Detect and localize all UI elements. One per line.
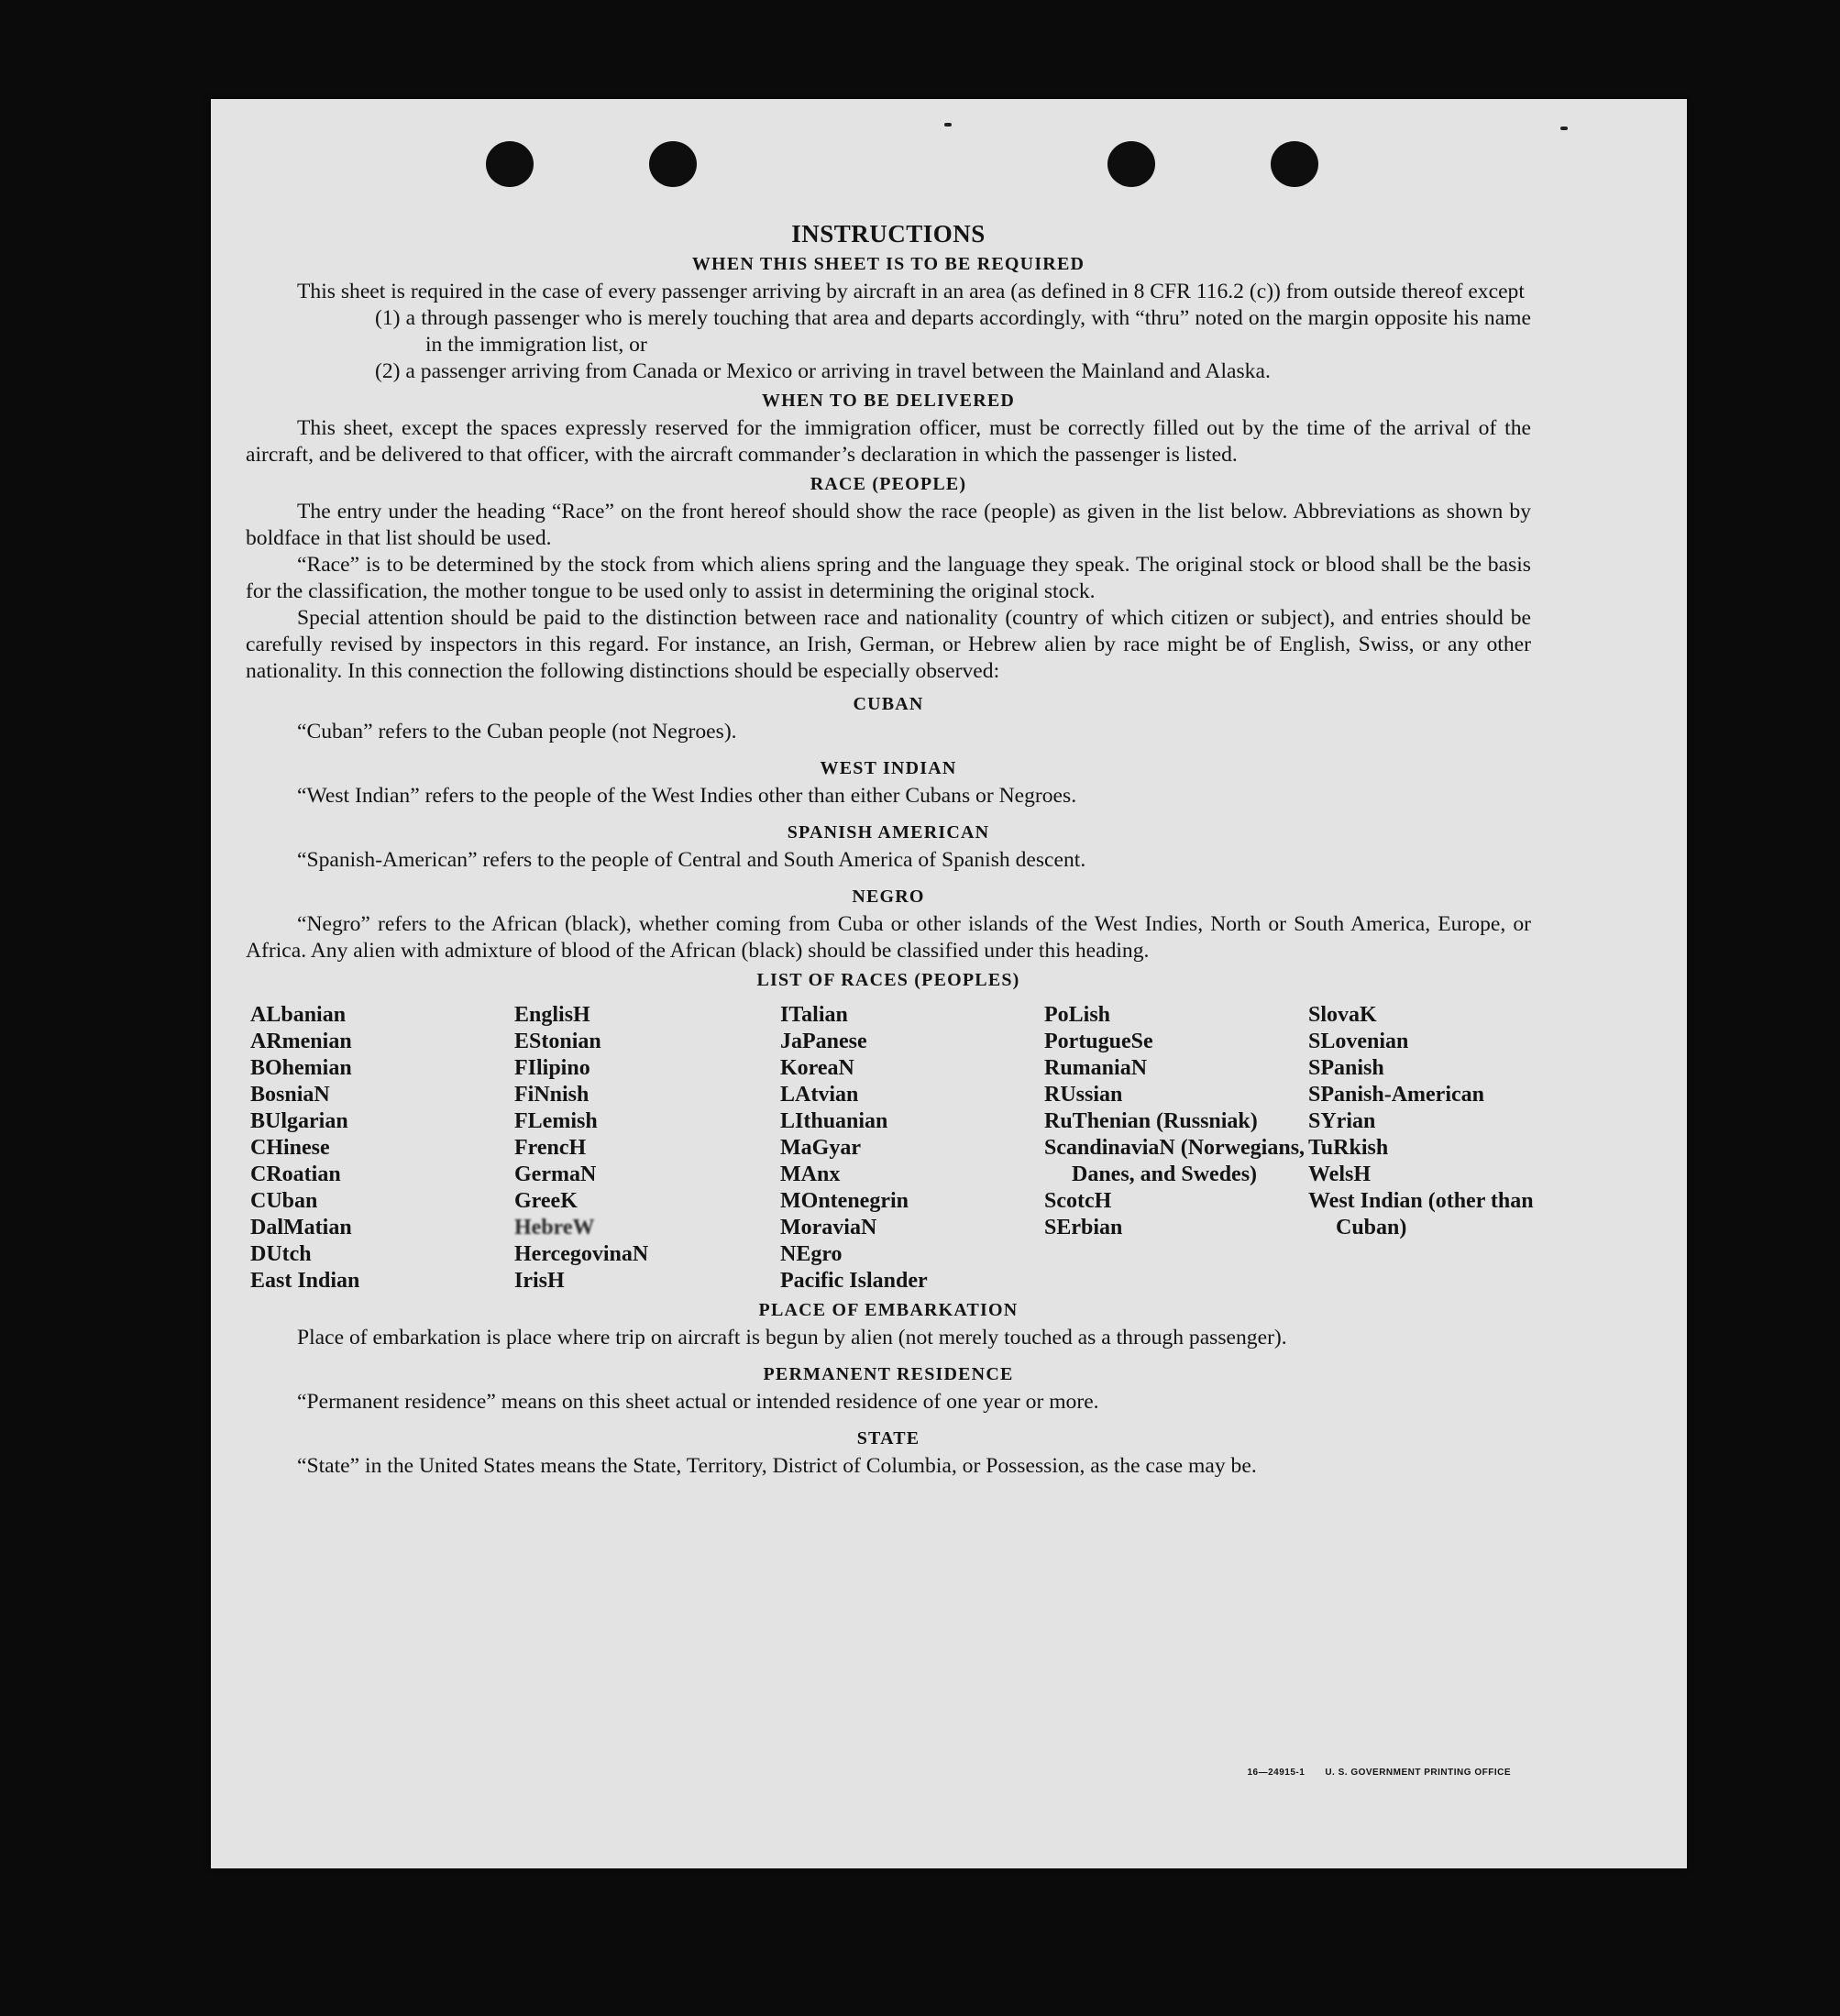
heading-residence: PERMANENT RESIDENCE	[763, 1364, 1014, 1384]
race-entry: ITalian	[780, 1003, 848, 1027]
heading-cuban: CUBAN	[853, 694, 924, 714]
race-entry: LIthuanian	[780, 1109, 888, 1133]
race-entry: EnglisH	[514, 1003, 590, 1027]
race-entry: BOhemian	[250, 1056, 352, 1080]
race-entry: JaPanese	[780, 1030, 867, 1053]
cuban-text: “Cuban” refers to the Cuban people (not Negroes).	[297, 720, 737, 744]
heading-negro: NEGRO	[852, 887, 925, 907]
race-entry: FrencH	[514, 1136, 587, 1160]
race-entry: IrisH	[514, 1269, 565, 1293]
spanish-american-text: “Spanish-American” refers to the people of Central and South America of Spanish descent.	[297, 848, 1086, 872]
race-entry: CRoatian	[250, 1162, 341, 1186]
race-entry: BosniaN	[250, 1083, 330, 1107]
race-entry: ScotcH	[1044, 1189, 1112, 1213]
race-entry: PoLish	[1044, 1003, 1111, 1027]
when-required-intro: This sheet is required in the case of every passenger arriving by aircraft in an area (as defined in 8 CFR 116.2 (c)) from outside thereof except	[297, 280, 1525, 303]
printer-imprint	[1247, 1768, 1511, 1778]
page-title: INSTRUCTIONS	[791, 220, 986, 248]
races-column-3	[780, 1002, 1044, 1294]
race-entry: CHinese	[250, 1136, 330, 1160]
punch-hole	[1271, 141, 1318, 187]
speck	[944, 123, 952, 127]
race-entry: NEgro	[780, 1242, 843, 1266]
race-entry: BUlgarian	[250, 1109, 348, 1133]
race-entry: DUtch	[250, 1242, 312, 1266]
speck	[1560, 127, 1568, 130]
race-entry: FiNnish	[514, 1083, 589, 1107]
races-column-2	[514, 1002, 780, 1294]
race-entry: SYrian	[1308, 1109, 1376, 1133]
races-column-4	[1044, 1002, 1308, 1294]
punch-hole	[1107, 141, 1155, 187]
embarkation-text: Place of embarkation is place where trip on aircraft is begun by alien (not merely touched as a through passenger).	[297, 1326, 1287, 1350]
heading-embarkation: PLACE OF EMBARKATION	[758, 1300, 1019, 1320]
race-entry: GermaN	[514, 1162, 597, 1186]
race-entry-smudged: HebreW	[514, 1216, 595, 1239]
document-page	[211, 99, 1687, 1868]
printer-name: U. S. GOVERNMENT PRINTING OFFICE	[1325, 1768, 1511, 1778]
race-entry: PortugueSe	[1044, 1030, 1153, 1053]
race-entry: SPanish	[1308, 1056, 1384, 1080]
instructions-body	[246, 220, 1534, 1480]
punch-hole	[649, 141, 697, 187]
race-entry: ARmenian	[250, 1030, 352, 1053]
heading-spanish-american: SPANISH AMERICAN	[787, 822, 990, 843]
race-entry: FLemish	[514, 1109, 598, 1133]
race-entry: CUban	[250, 1189, 318, 1213]
race-entry: MAnx	[780, 1162, 841, 1186]
race-entry: SErbian	[1044, 1216, 1123, 1239]
state-text: “State” in the United States means the State, Territory, District of Columbia, or Possession, as the case may be.	[297, 1454, 1257, 1478]
race-entry: DalMatian	[250, 1216, 352, 1239]
race-entry: East Indian	[250, 1269, 360, 1293]
race-entry: RUssian	[1044, 1083, 1123, 1107]
race-entry: EStonian	[514, 1030, 601, 1053]
race-entry: Pacific Islander	[780, 1269, 928, 1293]
races-column-5	[1308, 1002, 1536, 1294]
race-entry: MOntenegrin	[780, 1189, 909, 1213]
race-entry: ScandinaviaN (Norwegians, Danes, and Swedes)	[1044, 1136, 1306, 1186]
races-column-1	[250, 1002, 514, 1294]
when-delivered-text: This sheet, except the spaces expressly reserved for the immigration officer, must be correctly filled out by the time of the arrival of the aircraft, and be delivered to that officer, with the aircraft commander’s declaration in which the passenger is listed.	[246, 416, 1531, 467]
race-entry: FIlipino	[514, 1056, 590, 1080]
race-entry: West Indian (other than Cuban)	[1308, 1189, 1534, 1239]
race-entry: WelsH	[1308, 1162, 1372, 1186]
races-list	[250, 1002, 1534, 1294]
race-entry: MaGyar	[780, 1136, 861, 1160]
heading-list-of-races: LIST OF RACES (PEOPLES)	[756, 970, 1020, 990]
heading-when-delivered: WHEN TO BE DELIVERED	[761, 391, 1016, 411]
exception-item-2: (2) a passenger arriving from Canada or Mexico or arriving in travel between the Mainland and Alaska.	[375, 359, 1271, 383]
west-indian-text: “West Indian” refers to the people of the West Indies other than either Cubans or Negroes.	[297, 784, 1077, 808]
heading-race: RACE (PEOPLE)	[810, 474, 967, 494]
race-entry: TuRkish	[1308, 1136, 1389, 1160]
race-entry: RumaniaN	[1044, 1056, 1148, 1080]
race-entry: SLovenian	[1308, 1030, 1409, 1053]
race-entry: KoreaN	[780, 1056, 854, 1080]
heading-when-required: WHEN THIS SHEET IS TO BE REQUIRED	[691, 254, 1085, 274]
race-entry: ALbanian	[250, 1003, 347, 1027]
race-entry: SPanish-American	[1308, 1083, 1484, 1107]
residence-text: “Permanent residence” means on this sheet actual or intended residence of one year or more.	[297, 1390, 1099, 1414]
race-entry: MoraviaN	[780, 1216, 877, 1239]
race-entry: RuThenian (Russniak)	[1044, 1109, 1258, 1133]
heading-west-indian: WEST INDIAN	[820, 758, 957, 778]
race-entry: SlovaK	[1308, 1003, 1377, 1027]
race-paragraph-1: The entry under the heading “Race” on the front hereof should show the race (people) as given in the list below. Abbreviations as shown by boldface in that list should be used.	[246, 500, 1531, 550]
race-paragraph-2: “Race” is to be determined by the stock from which aliens spring and the language they speak. The original stock or blood shall be the basis for the classification, the mother tongue to be used only to assist in determining the original stock.	[246, 553, 1531, 603]
exception-item-1: (1) a through passenger who is merely touching that area and departs accordingly, with “thru” noted on the margin opposite his name in the immigration list, or	[375, 306, 1531, 357]
negro-text: “Negro” refers to the African (black), whether coming from Cuba or other islands of the West Indies, North or South America, Europe, or Africa. Any alien with admixture of blood of the African (black) should be classified under this heading.	[246, 912, 1531, 963]
race-entry: LAtvian	[780, 1083, 859, 1107]
race-entry: GreeK	[514, 1189, 578, 1213]
punch-hole	[486, 141, 534, 187]
race-paragraph-3: Special attention should be paid to the distinction between race and nationality (country of which citizen or subject), and entries should be carefully revised by inspectors in this regard. For instance, an Irish, German, or Hebrew alien by race might be of English, Swiss, or any other nationality. In this connection the following distinctions should be especially observed:	[246, 606, 1531, 683]
heading-state: STATE	[856, 1428, 920, 1449]
race-entry: HercegovinaN	[514, 1242, 649, 1266]
form-number: 16—24915-1	[1247, 1768, 1306, 1778]
